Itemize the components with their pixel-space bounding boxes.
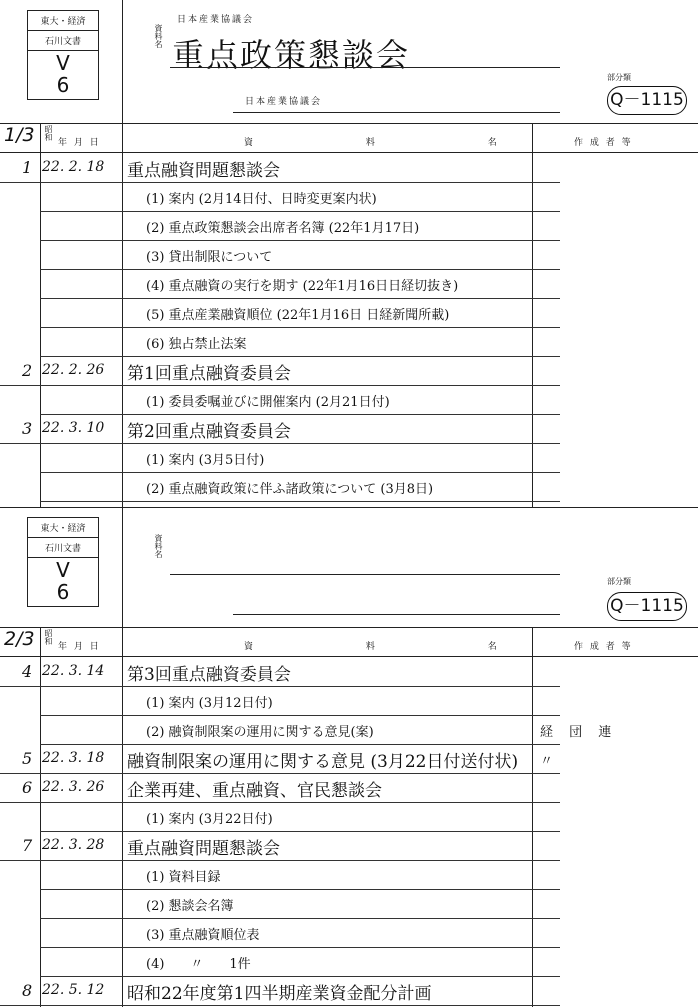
row-date: 22. 2. 26 — [42, 362, 105, 378]
table-row — [0, 716, 698, 745]
table-row — [0, 658, 698, 687]
row-title: 第1回重点融資委員会 — [127, 364, 291, 384]
table-row — [0, 299, 698, 328]
col-date-2: 年 月 日 — [58, 642, 101, 652]
table-row — [0, 212, 698, 241]
doc-name-label-2: 資料名 — [154, 534, 163, 558]
row-date: 22. 3. 14 — [42, 663, 105, 679]
table-row — [0, 861, 698, 890]
table-row — [0, 415, 698, 444]
table-row — [0, 357, 698, 386]
table-row — [0, 687, 698, 716]
row-number: 2 — [22, 361, 33, 380]
bunrui-number-2: Q－1115 — [607, 592, 687, 621]
stamp-line-3: V — [56, 558, 70, 582]
table-row — [0, 270, 698, 299]
row-number: 6 — [22, 778, 33, 797]
row-date: 22. 5. 12 — [42, 982, 105, 998]
col-name: 資 料 名 — [244, 138, 552, 148]
row-title: (1) 案内 (3月12日付) — [146, 696, 273, 711]
table-row — [0, 745, 698, 774]
row-number: 3 — [22, 419, 33, 438]
row-title: 企業再建、重点融資、官民懇談会 — [127, 781, 382, 801]
stamp-line-2: 石川文書 — [44, 544, 81, 554]
stamp-line-4: 6 — [56, 580, 70, 604]
row-title: 昭和22年度第1四半期産業資金配分計画 — [127, 984, 432, 1004]
row-number: 1 — [22, 158, 33, 177]
row-title: (5) 重点産業融資順位 (22年1月16日 日経新聞所載) — [146, 308, 450, 323]
row-title: (3) 貸出制限について — [146, 250, 273, 265]
table-row — [0, 473, 698, 502]
row-title: (1) 案内 (3月5日付) — [146, 453, 265, 468]
archive-stamp-2 — [27, 517, 99, 607]
row-title: 第3回重点融資委員会 — [127, 665, 291, 685]
row-number: 8 — [22, 981, 33, 1000]
row-title: (4) 重点融資の実行を期す (22年1月16日日経切抜き) — [146, 279, 459, 294]
row-number: 5 — [22, 749, 33, 768]
row-date: 22. 3. 10 — [42, 420, 105, 436]
row-number: 7 — [22, 836, 33, 855]
col-author-2: 作 成 者 等 — [574, 642, 633, 652]
row-date: 22. 3. 18 — [42, 750, 105, 766]
row-title: (2) 重点融資政策に伴ふ諸政策について (3月8日) — [146, 482, 434, 497]
org-small: 日本産業協議会 — [177, 15, 255, 25]
row-title: (1) 資料目録 — [146, 870, 221, 885]
row-title: 重点融資問題懇談会 — [127, 161, 280, 181]
col-author: 作 成 者 等 — [574, 138, 633, 148]
table-row — [0, 832, 698, 861]
row-title: (2) 懇談会名簿 — [146, 899, 234, 914]
row-number: 4 — [22, 662, 33, 681]
archive-stamp — [27, 10, 99, 100]
issuer: 日本産業協議会 — [245, 97, 323, 107]
table-row — [0, 977, 698, 1006]
stamp-line-1: 東大・経済 — [40, 524, 86, 534]
table-row — [0, 154, 698, 183]
table-row — [0, 444, 698, 473]
col-date: 年 月 日 — [58, 138, 101, 148]
row-title: (2) 融資制限案の運用に関する意見(案) — [146, 725, 374, 740]
doc-title: 重点政策懇談会 — [172, 36, 411, 74]
row-title: (2) 重点政策懇談会出席者名簿 (22年1月17日) — [146, 221, 420, 236]
page-fraction-2: 2/3 — [4, 628, 35, 650]
col-showa-2: 昭和 — [44, 629, 53, 645]
table-row — [0, 183, 698, 212]
stamp-line-4: 6 — [56, 73, 70, 97]
row-title: (3) 重点融資順位表 — [146, 928, 260, 943]
row-title: (1) 案内 (3月22日付) — [146, 812, 273, 827]
row-date: 22. 2. 18 — [42, 159, 105, 175]
row-title: (1) 案内 (2月14日付、日時変更案内状) — [146, 192, 377, 207]
table-row — [0, 774, 698, 803]
table-row — [0, 890, 698, 919]
col-showa: 昭和 — [44, 125, 53, 141]
stamp-line-3: V — [56, 51, 70, 75]
row-author: 〃 — [540, 754, 560, 769]
table-row — [0, 919, 698, 948]
table-row — [0, 948, 698, 977]
row-date: 22. 3. 28 — [42, 837, 105, 853]
bunrui-label-2: 部分類 — [607, 577, 631, 586]
row-rule — [0, 1005, 560, 1006]
stamp-line-2: 石川文書 — [44, 37, 81, 47]
row-date: 22. 3. 26 — [42, 779, 105, 795]
table-row — [0, 328, 698, 357]
row-rule — [40, 501, 560, 502]
row-title: 重点融資問題懇談会 — [127, 839, 280, 859]
table-row — [0, 386, 698, 415]
table-row — [0, 241, 698, 270]
page-fraction: 1/3 — [4, 124, 35, 146]
bunrui-number: Q－1115 — [607, 86, 687, 115]
bunrui-label: 部分類 — [607, 73, 631, 82]
row-author: 経 団 連 — [540, 725, 618, 740]
stamp-line-1: 東大・経済 — [40, 17, 86, 27]
doc-name-label: 資料名 — [154, 24, 163, 48]
row-title: 融資制限案の運用に関する意見 (3月22日付送付状) — [127, 752, 519, 772]
col-name-2: 資 料 名 — [244, 642, 552, 652]
row-title: (1) 委員委嘱並びに開催案内 (2月21日付) — [146, 395, 390, 410]
row-title: (4) 〃 1件 — [146, 957, 251, 972]
table-row — [0, 803, 698, 832]
row-title: (6) 独占禁止法案 — [146, 337, 247, 352]
row-title: 第2回重点融資委員会 — [127, 422, 291, 442]
